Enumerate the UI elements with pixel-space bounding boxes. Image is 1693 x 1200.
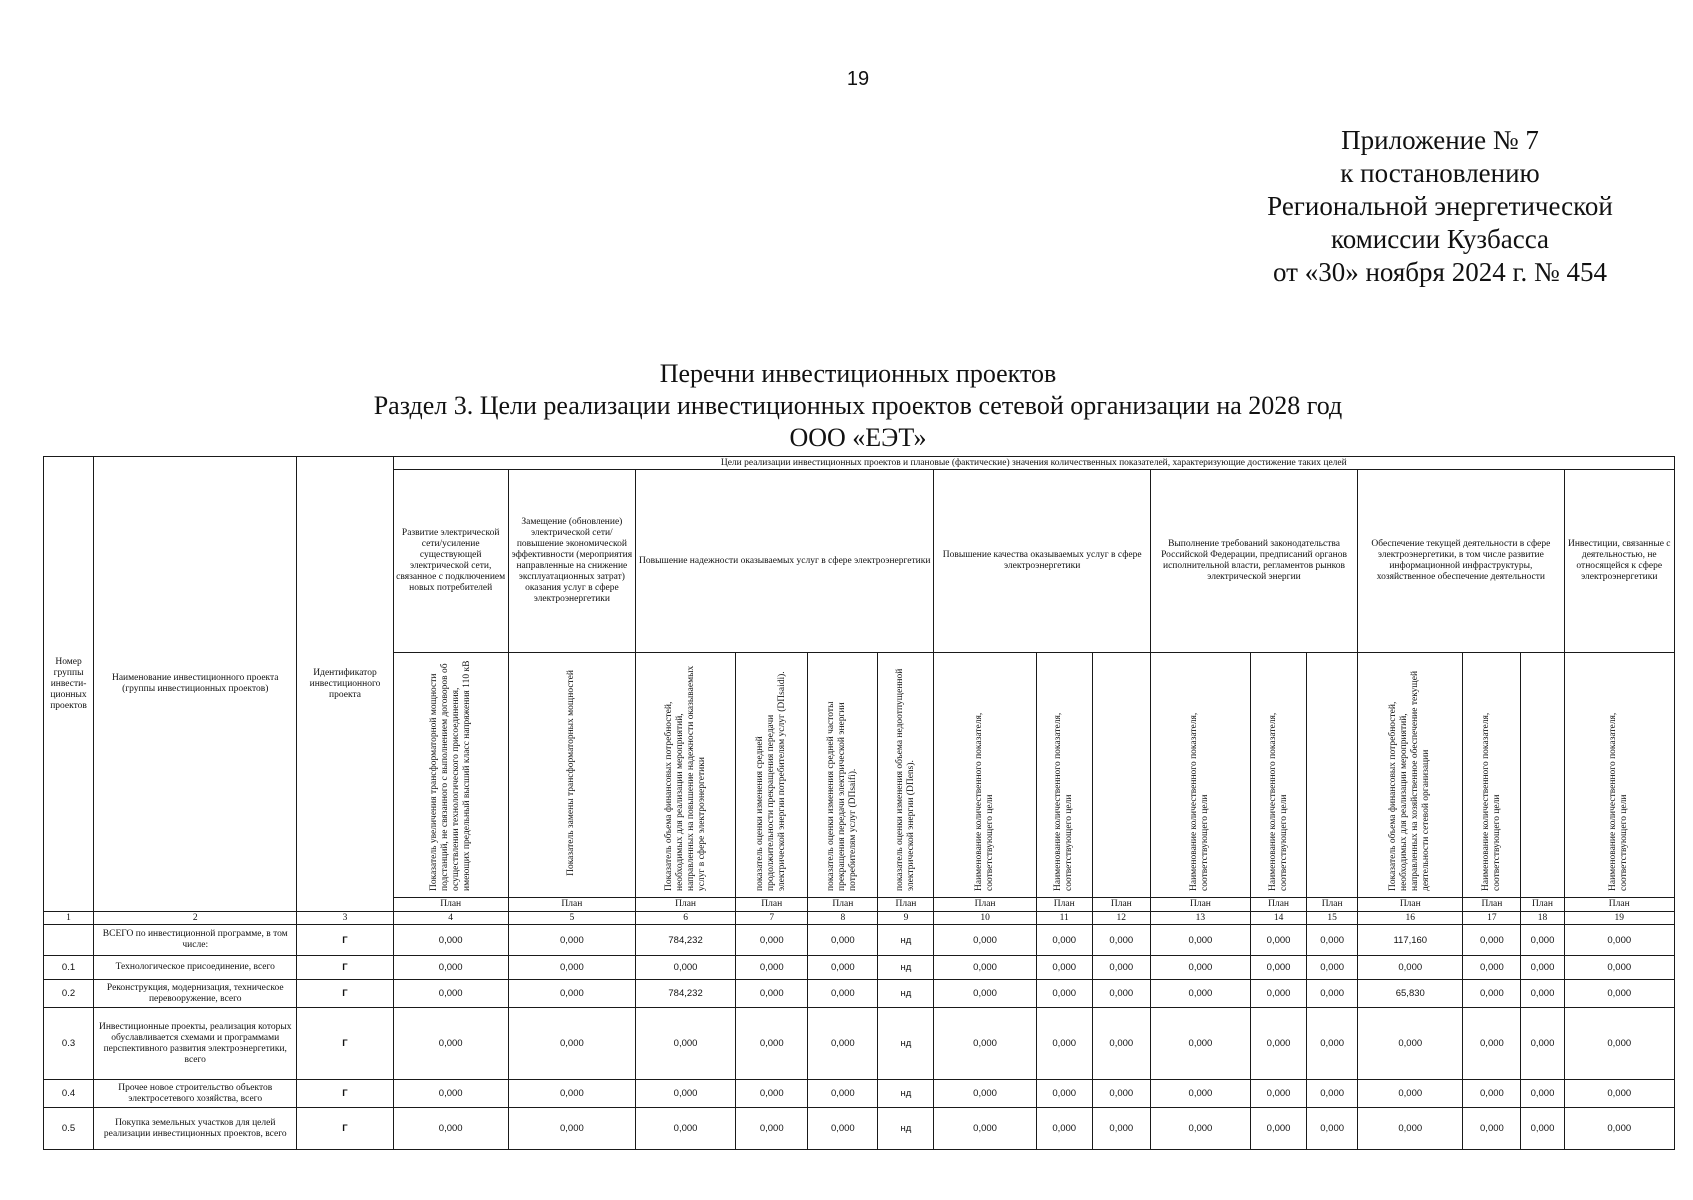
row-value: 0,000 <box>635 1080 735 1108</box>
row-value: 0,000 <box>808 1108 878 1150</box>
row-value: 0,000 <box>1307 1080 1358 1108</box>
goal-group-header: Инвестиции, связанные с деятельностью, не относящейся к сфере электроэнергетики <box>1564 470 1674 653</box>
row-value: 0,000 <box>1358 956 1463 980</box>
plan-label: План <box>1251 898 1307 912</box>
indicator-header <box>878 653 934 898</box>
row-value: 0,000 <box>1521 1008 1564 1080</box>
row-project-name: Прочее новое строительство объектов электросетевого хозяйства, всего <box>94 1080 297 1108</box>
column-number: 3 <box>297 912 393 925</box>
indicator-header <box>1036 653 1092 898</box>
column-number: 10 <box>934 912 1036 925</box>
row-project-id: Г <box>297 1008 393 1080</box>
row-value: 0,000 <box>1036 925 1092 956</box>
row-value: 0,000 <box>736 925 808 956</box>
row-value: 0,000 <box>736 1008 808 1080</box>
plan-label: План <box>1092 898 1150 912</box>
row-value: нд <box>878 1108 934 1150</box>
indicator-header-text: Показатель объема финансовых потребностей, необходимых для реализации мероприятий, направленных на повышение надежности оказываемых услуг в сфере электроэнергетики <box>663 665 707 891</box>
row-value: 0,000 <box>1036 980 1092 1008</box>
table-row <box>44 1108 1675 1150</box>
row-value: 0,000 <box>1358 1008 1463 1080</box>
indicator-header-text: показатель оценки изменения объема недоотпущенной электрической энергии (DПens). <box>894 668 916 891</box>
column-number: 18 <box>1521 912 1564 925</box>
table-row <box>44 980 1675 1008</box>
row-value: 0,000 <box>1307 1108 1358 1150</box>
appendix-line: к постановлению <box>1340 158 1540 188</box>
row-value: 0,000 <box>808 980 878 1008</box>
row-value: 0,000 <box>1251 1108 1307 1150</box>
goal-group-header: Повышение надежности оказываемых услуг в сфере электроэнергетики <box>635 470 934 653</box>
page-number: 19 <box>846 68 870 90</box>
row-value: 0,000 <box>808 956 878 980</box>
indicator-header-text: Наименование количественного показателя, соответствующего цели <box>1189 712 1211 891</box>
row-value: 0,000 <box>1092 980 1150 1008</box>
goal-group-header: Обеспечение текущей деятельности в сфере электроэнергетики, в том числе развитие информационной инфраструктуры, хозяйственное обеспечение деятельности <box>1358 470 1564 653</box>
indicator-header <box>934 653 1036 898</box>
row-value: 0,000 <box>393 980 508 1008</box>
indicator-header <box>1251 653 1307 898</box>
table-row <box>44 925 1675 956</box>
column-number: 15 <box>1307 912 1358 925</box>
indicator-header <box>1358 653 1463 898</box>
row-value: 0,000 <box>1036 956 1092 980</box>
indicator-header-text: Наименование количественного показателя, соответствующего цели <box>1053 712 1075 891</box>
row-project-id: Г <box>297 925 393 956</box>
header-group-number: Номер группы инвести-ционных проектов <box>44 457 94 912</box>
row-group-number: 0.5 <box>44 1108 94 1150</box>
row-value: 0,000 <box>1150 980 1250 1008</box>
row-value: 0,000 <box>1564 1080 1674 1108</box>
appendix-line: Приложение № 7 <box>1341 125 1539 155</box>
row-value: 0,000 <box>1251 980 1307 1008</box>
row-value: 0,000 <box>1092 1008 1150 1080</box>
indicator-header <box>808 653 878 898</box>
table-row <box>44 1080 1675 1108</box>
indicator-header <box>635 653 735 898</box>
row-project-name: ВСЕГО по инвестиционной программе, в том числе: <box>94 925 297 956</box>
row-value: 0,000 <box>934 980 1036 1008</box>
row-value: 0,000 <box>1092 1080 1150 1108</box>
row-value: 0,000 <box>393 1008 508 1080</box>
row-value: 0,000 <box>736 1080 808 1108</box>
row-value: нд <box>878 925 934 956</box>
indicator-header-text: показатель оценки изменения средней частоты прекращения передачи электрической энергии потребителям услуг (DПsaifi). <box>826 701 859 891</box>
row-value: 0,000 <box>393 1080 508 1108</box>
row-value: 0,000 <box>1564 980 1674 1008</box>
row-value: 0,000 <box>393 925 508 956</box>
table-row <box>44 1008 1675 1080</box>
plan-label: План <box>1307 898 1358 912</box>
indicator-header <box>1463 653 1521 898</box>
row-project-id: Г <box>297 1080 393 1108</box>
plan-label: План <box>1150 898 1250 912</box>
indicator-header-text: Показатель объема финансовых потребностей, необходимых для реализации мероприятий, направленных на хозяйственное обеспечение текущей деятельности сетевой организации <box>1388 670 1432 891</box>
header-goals: Цели реализации инвестиционных проектов и плановые (фактические) значения количественных показателей, характеризующие достижение таких целей <box>393 457 1674 470</box>
row-project-name: Покупка земельных участков для целей реализации инвестиционных проектов, всего <box>94 1108 297 1150</box>
indicator-header <box>1092 653 1150 898</box>
indicator-header <box>1307 653 1358 898</box>
row-value: 784,232 <box>635 980 735 1008</box>
row-value: нд <box>878 1008 934 1080</box>
row-value: нд <box>878 1080 934 1108</box>
row-value: 0,000 <box>1521 1108 1564 1150</box>
indicator-header-text: Наименование количественного показателя, соответствующего цели <box>1480 712 1502 891</box>
row-value: 0,000 <box>1564 1108 1674 1150</box>
row-value: 0,000 <box>1150 1108 1250 1150</box>
row-value: 0,000 <box>1564 925 1674 956</box>
row-value: 0,000 <box>1463 1080 1521 1108</box>
plan-label: План <box>1358 898 1463 912</box>
row-value: 0,000 <box>1307 925 1358 956</box>
document-title <box>300 358 1416 454</box>
row-value: 0,000 <box>1092 925 1150 956</box>
row-value: 0,000 <box>1150 1008 1250 1080</box>
column-number: 11 <box>1036 912 1092 925</box>
row-value: 0,000 <box>1521 1080 1564 1108</box>
indicator-header-text: Наименование количественного показателя, соответствующего цели <box>974 712 996 891</box>
appendix-line: от «30» ноября 2024 г. № 454 <box>1273 257 1607 287</box>
header-project-id: Идентификатор инвестиционного проекта <box>297 457 393 912</box>
column-number: 12 <box>1092 912 1150 925</box>
row-value: 0,000 <box>736 956 808 980</box>
row-value: 0,000 <box>1521 956 1564 980</box>
indicator-header <box>736 653 808 898</box>
plan-label: План <box>934 898 1036 912</box>
row-value: нд <box>878 980 934 1008</box>
row-value: 0,000 <box>736 1108 808 1150</box>
appendix-line: Региональной энергетической <box>1267 191 1613 221</box>
row-value: 0,000 <box>508 925 635 956</box>
row-value: 0,000 <box>1307 956 1358 980</box>
row-value: 0,000 <box>1564 1008 1674 1080</box>
row-value: 784,232 <box>635 925 735 956</box>
plan-label: План <box>508 898 635 912</box>
row-value: 0,000 <box>934 925 1036 956</box>
column-number: 4 <box>393 912 508 925</box>
row-value: 0,000 <box>1521 980 1564 1008</box>
table-row <box>44 956 1675 980</box>
row-value: 0,000 <box>934 1008 1036 1080</box>
row-group-number: 0.4 <box>44 1080 94 1108</box>
column-number: 8 <box>808 912 878 925</box>
goal-group-header: Выполнение требований законодательства Российской Федерации, предписаний органов исполнительной власти, регламентов рынков электрической энергии <box>1150 470 1357 653</box>
indicator-header-text: Наименование количественного показателя, соответствующего цели <box>1608 712 1630 891</box>
title-line: ООО «ЕЭТ» <box>789 423 927 452</box>
column-number: 16 <box>1358 912 1463 925</box>
row-value: 0,000 <box>508 1080 635 1108</box>
title-line: Раздел 3. Цели реализации инвестиционных проектов сетевой организации на 2028 год <box>373 391 1343 420</box>
plan-label: План <box>736 898 808 912</box>
column-number: 7 <box>736 912 808 925</box>
column-number: 5 <box>508 912 635 925</box>
header-project-name: Наименование инвестиционного проекта (группы инвестиционных проектов) <box>94 457 297 912</box>
indicator-header <box>508 653 635 898</box>
plan-label: План <box>635 898 735 912</box>
row-value: 0,000 <box>508 980 635 1008</box>
column-number: 13 <box>1150 912 1250 925</box>
row-value: 0,000 <box>808 925 878 956</box>
row-value: 0,000 <box>1463 956 1521 980</box>
plan-label: План <box>1521 898 1564 912</box>
column-number: 14 <box>1251 912 1307 925</box>
row-value: 65,830 <box>1358 980 1463 1008</box>
row-value: 0,000 <box>1251 925 1307 956</box>
row-project-id: Г <box>297 956 393 980</box>
investment-goals-table <box>43 456 1675 1150</box>
row-value: 0,000 <box>1358 1108 1463 1150</box>
indicator-header-text: Наименование количественного показателя, соответствующего цели <box>1267 712 1289 891</box>
indicator-header-text: Показатель замены трансформаторных мощностей <box>566 670 577 876</box>
row-value: 0,000 <box>1463 980 1521 1008</box>
row-value: 0,000 <box>1521 925 1564 956</box>
row-value: 0,000 <box>1150 925 1250 956</box>
plan-label: План <box>1564 898 1674 912</box>
row-value: 0,000 <box>635 956 735 980</box>
row-value: 0,000 <box>508 956 635 980</box>
appendix-line: комиссии Кузбасса <box>1330 224 1550 254</box>
row-value: 0,000 <box>1036 1080 1092 1108</box>
row-value: 0,000 <box>808 1080 878 1108</box>
row-value: 0,000 <box>1150 956 1250 980</box>
indicator-header-text: показатель оценки изменения средней продолжительности прекращения передачи электрической энергии потребителям услуг (DПsaidi). <box>755 671 788 891</box>
row-value: 0,000 <box>1358 1080 1463 1108</box>
row-group-number: 0.3 <box>44 1008 94 1080</box>
title-line: Перечни инвестиционных проектов <box>659 359 1057 388</box>
row-value: 0,000 <box>934 956 1036 980</box>
row-project-name: Инвестиционные проекты, реализация которых обуславливается схемами и программами перспективного развития электроэнергетики, всего <box>94 1008 297 1080</box>
row-value: 0,000 <box>1307 980 1358 1008</box>
row-value: 0,000 <box>1251 1008 1307 1080</box>
row-value: 0,000 <box>934 1108 1036 1150</box>
indicator-header <box>1564 653 1674 898</box>
row-value: 0,000 <box>1463 1008 1521 1080</box>
row-value: 0,000 <box>1307 1008 1358 1080</box>
plan-label: План <box>878 898 934 912</box>
row-value: 0,000 <box>635 1008 735 1080</box>
plan-label: План <box>1036 898 1092 912</box>
column-number: 9 <box>878 912 934 925</box>
plan-label: План <box>393 898 508 912</box>
row-project-name: Реконструкция, модернизация, техническое перевооружение, всего <box>94 980 297 1008</box>
row-value: 0,000 <box>1463 925 1521 956</box>
row-value: 0,000 <box>808 1008 878 1080</box>
appendix-block <box>1240 124 1640 289</box>
row-value: 0,000 <box>1463 1108 1521 1150</box>
row-value: 0,000 <box>1092 956 1150 980</box>
row-value: 0,000 <box>1564 956 1674 980</box>
row-project-id: Г <box>297 980 393 1008</box>
column-number: 19 <box>1564 912 1674 925</box>
plan-label: План <box>808 898 878 912</box>
row-group-number: 0.2 <box>44 980 94 1008</box>
row-group-number <box>44 925 94 956</box>
row-value: 0,000 <box>934 1080 1036 1108</box>
row-value: 117,160 <box>1358 925 1463 956</box>
row-value: 0,000 <box>508 1008 635 1080</box>
column-number: 17 <box>1463 912 1521 925</box>
row-project-name: Технологическое присоединение, всего <box>94 956 297 980</box>
row-value: 0,000 <box>1036 1108 1092 1150</box>
row-value: 0,000 <box>1092 1108 1150 1150</box>
indicator-header <box>393 653 508 898</box>
row-value: 0,000 <box>1036 1008 1092 1080</box>
column-number: 6 <box>635 912 735 925</box>
row-value: 0,000 <box>393 956 508 980</box>
row-value: 0,000 <box>393 1108 508 1150</box>
indicator-header <box>1150 653 1250 898</box>
row-value: 0,000 <box>1251 1080 1307 1108</box>
plan-label: План <box>1463 898 1521 912</box>
row-group-number: 0.1 <box>44 956 94 980</box>
row-project-id: Г <box>297 1108 393 1150</box>
row-value: 0,000 <box>1251 956 1307 980</box>
indicator-header <box>1521 653 1564 898</box>
row-value: 0,000 <box>1150 1080 1250 1108</box>
goal-group-header: Развитие электрической сети/усиление существующей электрической сети, связанное с подключением новых потребителей <box>393 470 508 653</box>
row-value: 0,000 <box>508 1108 635 1150</box>
goal-group-header: Повышение качества оказываемых услуг в сфере электроэнергетики <box>934 470 1150 653</box>
row-value: 0,000 <box>635 1108 735 1150</box>
indicator-header-text: Показатель увеличения трансформаторной мощности подстанций, не связанного с выполнением договоров об осуществлении технологического присоединения, имеющих предельный высший класс напряжения 110 кВ <box>428 660 472 891</box>
goal-group-header: Замещение (обновление) электрической сети/повышение экономической эффективности (мероприятия направленные на снижение эксплуатационных затрат) оказания услуг в сфере электроэнергетики <box>508 470 635 653</box>
column-number: 1 <box>44 912 94 925</box>
column-number: 2 <box>94 912 297 925</box>
row-value: нд <box>878 956 934 980</box>
row-value: 0,000 <box>736 980 808 1008</box>
